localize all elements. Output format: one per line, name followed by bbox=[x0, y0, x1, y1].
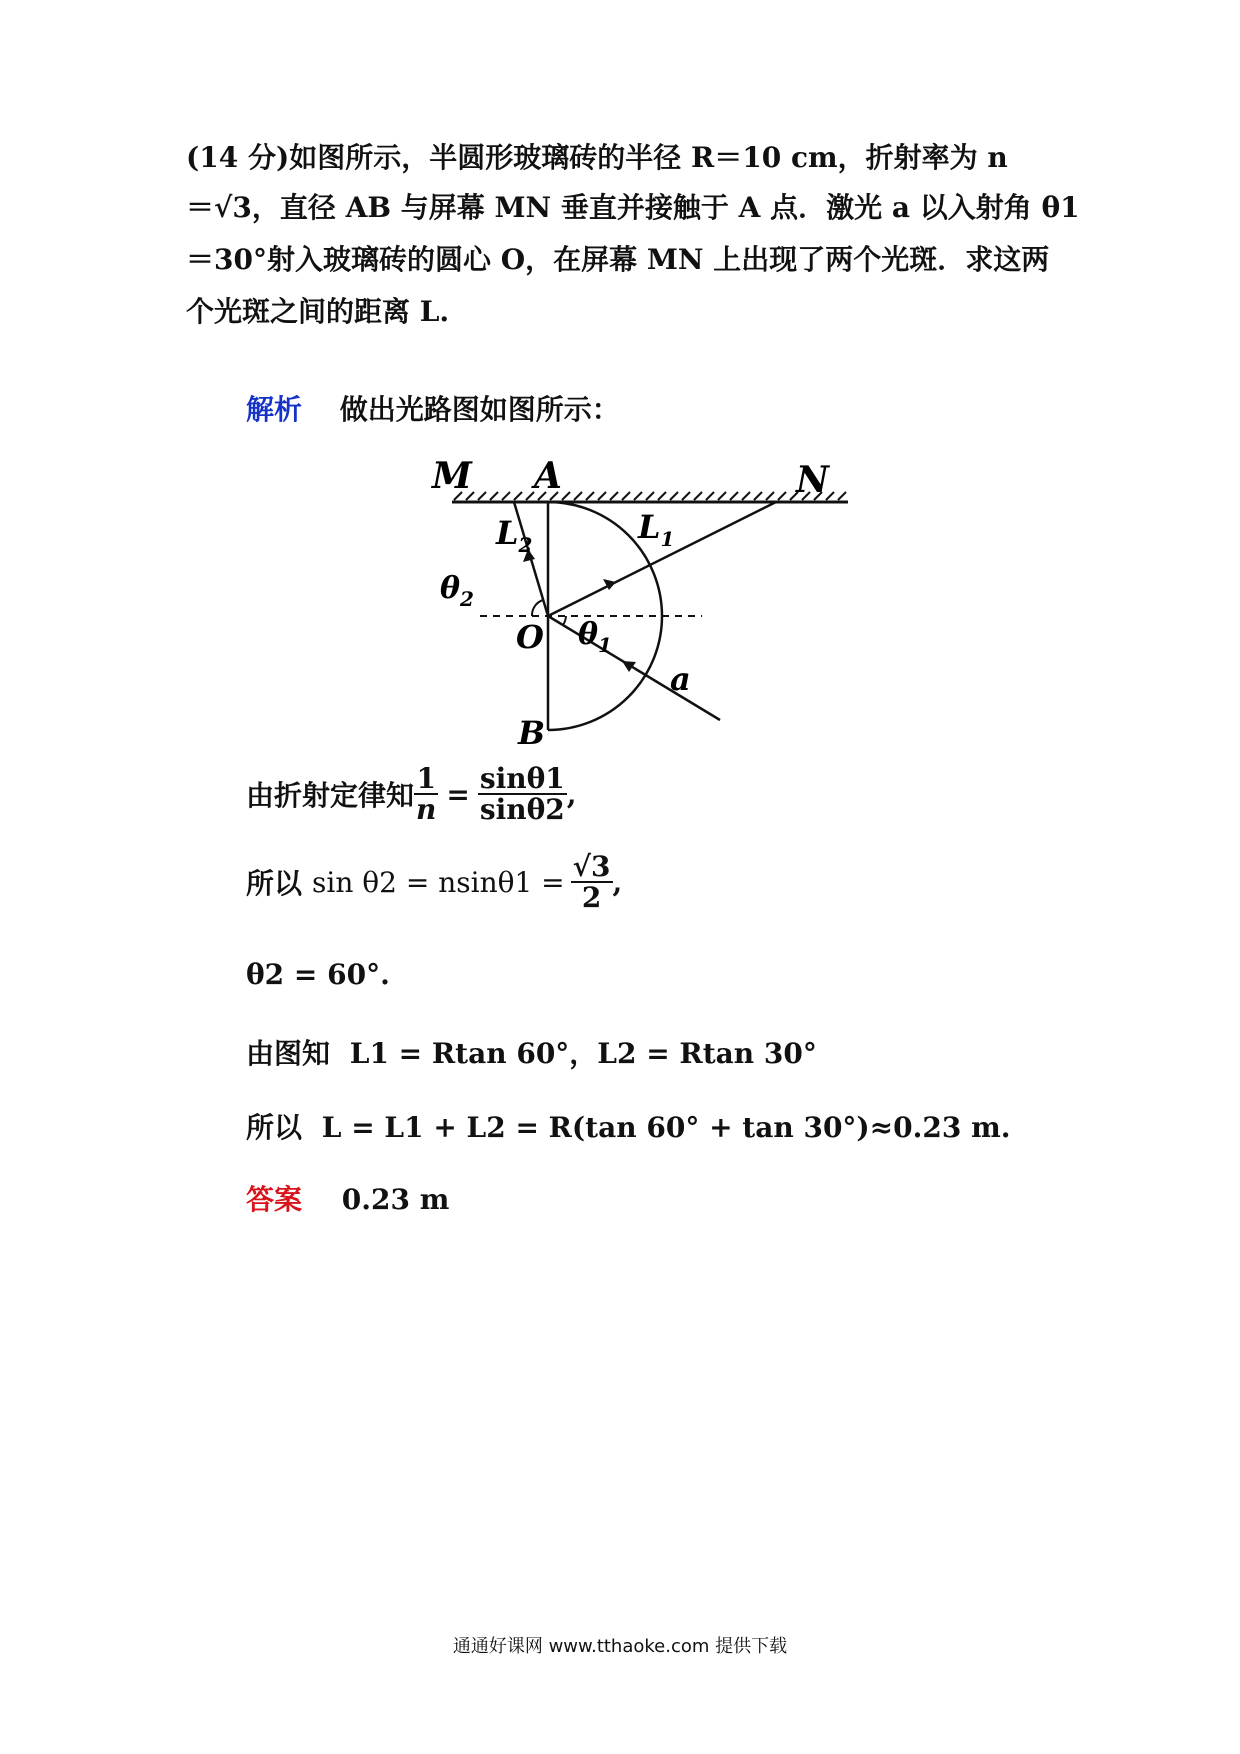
step-2-text: 所以 bbox=[246, 867, 303, 901]
label-n: N bbox=[796, 459, 829, 501]
step-5: 所以 L = L1 + L2 = R(tan 60° + tan 30°)≈0.23 m. bbox=[246, 1111, 1011, 1144]
problem-line-1: (14 分)如图所示，半圆形玻璃砖的半径 R＝10 cm，折射率为 n bbox=[186, 141, 1008, 174]
problem-line-3: ＝30°射入玻璃砖的圆心 O，在屏幕 MN 上出现了两个光斑．求这两 bbox=[186, 243, 1050, 276]
step-4: 由图知 L1 = Rtan 60°，L2 = Rtan 30° bbox=[246, 1037, 817, 1070]
answer-value: 0.23 m bbox=[341, 1183, 450, 1216]
step-2-frac: $\frac{√3}{2}$ bbox=[572, 850, 611, 915]
answer bbox=[246, 1178, 449, 1218]
step-3: θ2 = 60°. bbox=[246, 958, 390, 991]
step-1-frac2: $\frac{\sin\theta 1}{\sin\theta 2}$ bbox=[479, 762, 565, 827]
screen-hatching bbox=[454, 492, 846, 500]
problem-line-4: 个光斑之间的距离 L. bbox=[186, 295, 450, 328]
label-l2: $L_2$ bbox=[496, 514, 533, 557]
label-theta1: $\theta_1$ bbox=[578, 617, 612, 657]
step-1-frac: $\frac{1}{n}$ bbox=[416, 762, 437, 827]
label-l1: $L_1$ bbox=[638, 508, 675, 551]
step-1: 由折射定律知 $\frac{1}{n}$ = $\frac{\sin\theta 1}{\sin\theta 2}$ , bbox=[246, 762, 577, 827]
label-a: A bbox=[534, 455, 562, 497]
step-2-expr: sin θ2 = nsinθ1 = bbox=[312, 865, 565, 899]
label-m: M bbox=[432, 455, 472, 497]
label-theta2: $\theta_2$ bbox=[440, 571, 474, 611]
analysis-intro: 做出光路图如图所示： bbox=[339, 393, 620, 426]
step-1-text: 由折射定律知 bbox=[246, 779, 415, 813]
refracted-ray bbox=[548, 502, 776, 616]
answer-label: 答案 bbox=[246, 1183, 303, 1216]
problem-line-2: ＝√3，直径 AB 与屏幕 MN 垂直并接触于 A 点．激光 a 以入射角 θ1 bbox=[186, 191, 1080, 224]
step-2: 所以 sin θ2 = nsinθ1 = $\frac{√3}{2}$ , bbox=[246, 850, 623, 915]
label-a-ray: a bbox=[670, 660, 691, 698]
incident-ray bbox=[548, 616, 720, 720]
label-b: B bbox=[518, 714, 546, 752]
label-o: O bbox=[516, 618, 544, 656]
analysis-label: 解析 bbox=[246, 393, 303, 426]
analysis-heading bbox=[246, 388, 620, 428]
theta1-arc bbox=[563, 616, 566, 625]
page-footer: 通通好课网 www.tthaoke.com 提供下载 bbox=[452, 1636, 788, 1657]
theta2-arc bbox=[532, 600, 543, 616]
optics-diagram bbox=[432, 448, 860, 752]
